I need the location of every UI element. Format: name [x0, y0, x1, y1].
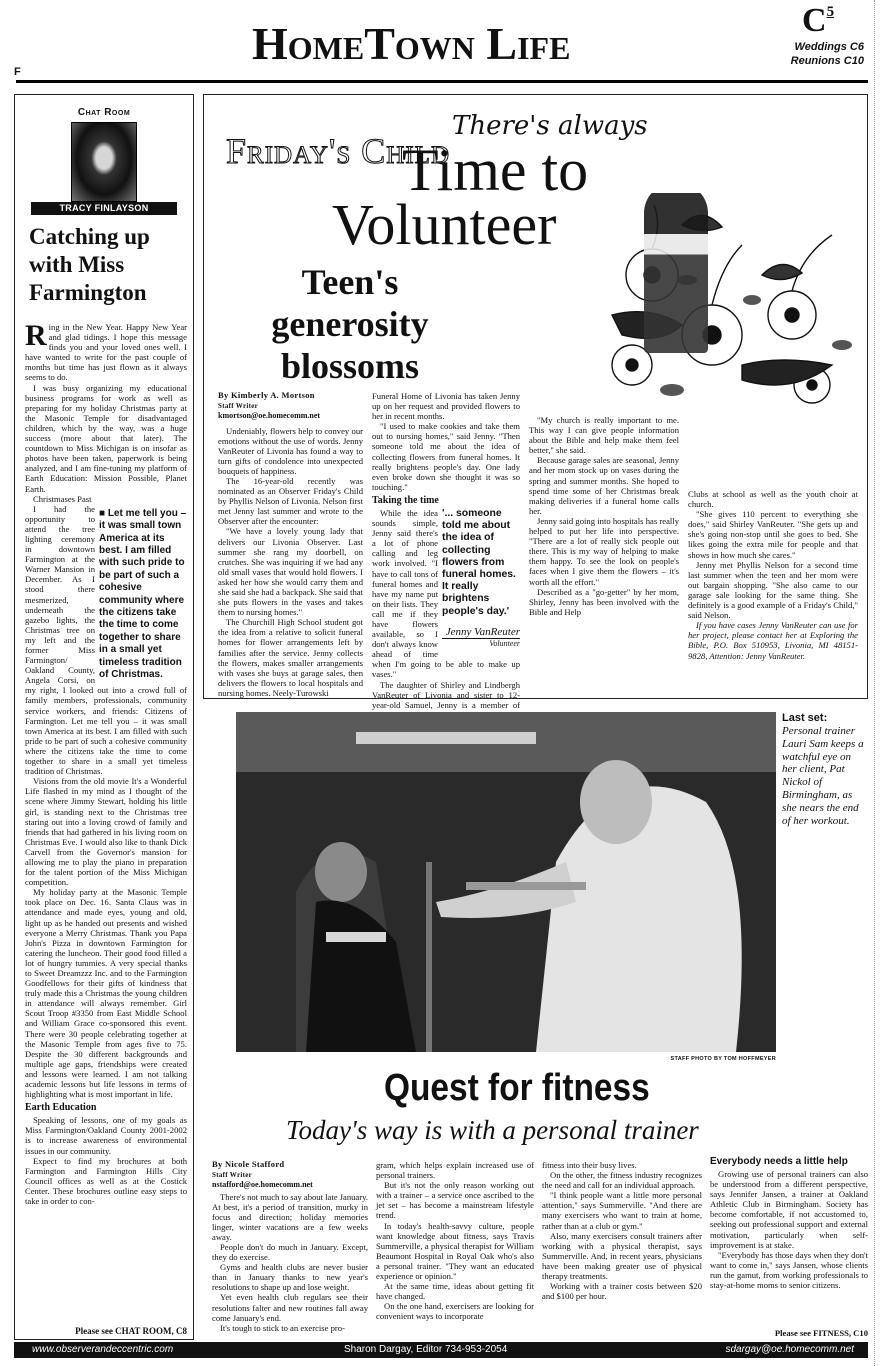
teen-portrait-photo [644, 183, 708, 353]
chat-para-6: Speaking of lessons, one of my goals as Miss Farmington/Oakland County 2001-2002 is to increase awareness of environmental issues in our community. [25, 1115, 187, 1156]
fitness-byline [212, 1160, 368, 1190]
fridays-child-label: Friday's Child [226, 131, 450, 171]
fitness-cutline [782, 712, 868, 827]
vol-c2-subhead: Taking the time [372, 494, 439, 506]
fit-c4-para-2: "Everybody has those days when they don't want to come in," says Jansen, whose clients run the gamut, from working professionals to stay-at-home moms to senior citizens. [710, 1249, 868, 1291]
page-number: 5 [826, 4, 835, 20]
footer-editor: Sharon Dargay, Editor 734-953-2054 [344, 1344, 508, 1355]
footer-website: www.observerandeccentric.com [32, 1344, 174, 1355]
fit-c1-para-1: There's not much to say about late January. At best, it's a period of transition, murky in focus and direction; holiday memories linger, winter vacations are a few weeks away. [212, 1191, 368, 1242]
fitness-deck: Today's way is with a personal trainer [286, 1115, 699, 1145]
flower-illustration [592, 165, 862, 415]
fit-c2-para-4: At the same time, ideas about getting fit have changed. [376, 1281, 534, 1302]
fit-c2-para-1: gram, which helps explain increased use of personal trainers. [376, 1160, 534, 1181]
edition-letter: F [14, 66, 21, 78]
fit-c4-para-1: Growing use of personal trainers can also be understood from a different perspective, says Jennifer Jansen, a trainer at Oakland Athletic Club in Birmingham. Society has become comfortable, if not accustomed to, seeking out professional support and external motivation, particularly when self-improvement is at stake. [710, 1169, 868, 1250]
chat-room-label: Chat Room [77, 107, 131, 118]
columnist-name: TRACY FINLAYSON [31, 202, 177, 215]
right-edge-dots [874, 0, 875, 1366]
fit-c3-para-1: fitness into their busy lives. [542, 1160, 637, 1170]
photo-credit: STAFF PHOTO BY TOM HOFFMEYER [670, 1056, 776, 1062]
footer-email: sdargay@oe.homecomm.net [725, 1344, 854, 1355]
fit-c1-para-2: People don't do much in January. Except, they do exercise. [212, 1241, 368, 1263]
chat-room-jump: Please see CHAT ROOM, C8 [75, 1326, 187, 1336]
flower-bouquet-art [592, 165, 862, 415]
fit-c1-para-4: Yet even health club regulars see their resolutions falter and new routines fall away come January's end. [212, 1292, 368, 1323]
footer-bar [14, 1342, 868, 1358]
volunteer-title-line2: Volunteer [332, 192, 557, 257]
volunteer-col-2 [372, 391, 520, 710]
chat-room-body [25, 319, 187, 1332]
chat-pull-quote: ■ Let me tell you – it was small town America at its best. I am filled with such pride to be part of such a cohesive community where the citizens take the time to come together to share in a small yet timeless tradition of Christmas. [99, 507, 187, 680]
vol-c2-para-4: The daughter of Shirley and Lindbergh VanReuter of Livonia and sister to 12-year-old Samuel, Jenny is a member of [372, 679, 520, 710]
volunteer-feature [203, 94, 868, 710]
chat-room-column [14, 94, 194, 1340]
cutline-head: Last set: [782, 712, 828, 724]
trainer-client-photo-art [236, 712, 776, 1052]
index-reunions: Reunions C10 [790, 55, 864, 67]
fitness-col-1 [212, 1160, 368, 1340]
fitness-byline-name: By Nicole Stafford [212, 1159, 285, 1169]
fit-c1-para-3: Gyms and health clubs are never busier than in January thanks to new year's resolutions to shape up and lose weight. [212, 1262, 368, 1293]
vol-pull-quote-name: Jenny VanReuter [445, 625, 520, 638]
fitness-col-3 [542, 1160, 702, 1340]
section-letter: C [802, 2, 827, 39]
volunteer-byline-title: Staff Writer [218, 401, 259, 410]
section-page-label [802, 4, 834, 38]
chat-para-2: I was busy organizing my educational business programs for work as well as preparing for my holiday Christmas party at the Masonic Temple for disadvantaged children, which by the way, was a huge success (more about that later). The countdown to Miss Michigan is on insofar as photos have been taken, paperwork is being analyzed, and I am fine-tuning my platform of Earth Education: Mission Possible, Planet Earth. [25, 382, 187, 494]
cutline-text: Personal trainer Lauri Sam keeps a watchful eye on her client, Pat Nickol of Birmingham, as she nears the end of her workout. [782, 725, 864, 827]
fit-c2-para-3: In today's health-savvy culture, people want knowledge about fitness, says Travis Summerville, a physical therapist for William Beaumont Hospital in Royal Oak who's also a personal trainer. "They want an educated experience or opinion." [376, 1220, 534, 1282]
vol-pull-quote-text: '... someone told me about the idea of collecting flowers from funeral homes. It really brightens people's day.' [442, 507, 516, 617]
masthead-title: HomeTown Life [252, 18, 571, 69]
index-weddings: Weddings C6 [794, 41, 864, 53]
vol-pull-quote-role: Volunteer [442, 638, 520, 649]
volunteer-headline: Teen's generosity blossoms [271, 262, 429, 386]
fit-c3-para-3: "I think people want a little more personal attention," says Summerville. "And there are many exercisers who want to train at home, rather than at a club or gym." [542, 1190, 702, 1231]
vol-c3-para-4: Described as a "go-getter" by her mom, Shirley, Jenny has been involved with the Bible and Help [529, 586, 679, 617]
chat-para-3: I had the opportunity to attend the tree lighting ceremony in downtown Farmington at the Warner Mansion in December. As I stood there mesmerized, underneath the gazebo lights, the Christmas tree on my left and the former Miss Farmington/ Oakland County, Angela Corsi, on my right, I looked out into a crowd full of family members, professionals, community service workers, and friends: Citizens of Farmington. Let me tell you – it was small town America at its best. I am filled with such pride to be part of such a cohesive community where the citizens take the time to come together to share in a small yet timeless tradition of Christmas. [25, 503, 187, 777]
volunteer-title-line1: Time to [402, 137, 589, 203]
fitness-col-2 [376, 1160, 534, 1340]
volunteer-byline [218, 391, 363, 421]
volunteer-kicker: There's always [452, 111, 648, 141]
volunteer-byline-email: kmortson@oe.homecomm.net [218, 411, 321, 420]
inside-index [774, 40, 864, 68]
vol-c3-para-1: "My church is really important to me. This way I can give people information about the Bible and help make them feel better," she said. [529, 415, 679, 456]
fitness-jump: Please see FITNESS, C10 [774, 1328, 868, 1338]
masthead-rule [16, 80, 868, 83]
chat-para-4: Visions from the old movie It's a Wonderful Life flashed in my mind as I thought of the scene where Jimmy Stewart, holding his little girl, is standing next to the Christmas tree staring out into a loving crowd of family and friends that had gathered in his living room on Christmas Eve. I would also like to thank Dick Carvell from the Governor's mansion for allowing me to play the piano in preparation for the talent portion of the Miss Michigan competition. [25, 776, 187, 888]
fit-c3-para-4: Also, many exercisers consult trainers after working with a physical therapist, says Summerville. And, in recent years, physicians have been making greater use of physical therapy treatments. [542, 1230, 702, 1282]
vol-c1-para-2: The 16-year-old recently was nominated as an Observer Friday's Child by Phyllis Nelson of Livonia. Nelson first met Jenny last summer and wrote to the Observer after the encounter: [218, 475, 363, 527]
vol-c2-para-3: While the idea sounds simple, Jenny said there's a lot of phone calling and leg work involved. "I have to call tons of funeral homes and have my name put on their lists. They call me if they have flowers available, so I don't always know ahead of time when I'm going to be able to make up vases." [372, 507, 520, 680]
fit-c1-para-5: It's tough to stick to an exercise pro- [220, 1322, 345, 1333]
chat-para-1: ing in the New Year. Happy New Year and glad tidings. I hope this message finds you and your loved ones well. I have wanted to write for the past couple of months but time has just flown as it always seems to do. [25, 322, 187, 383]
fitness-photo [236, 712, 776, 1052]
volunteer-col-3 [529, 415, 679, 696]
vol-c3-para-3: Jenny said going into hospitals has really helped to put her life into perspective. "There are a lot of really sick people out there. This is my way of helping to make them happy. To see the look on people's faces when I give them the flowers – it's worth all the effort." [529, 515, 679, 587]
vol-c1-para-3: "We have a lovely young lady that delivers our Livonia Observer. Last summer she rang my doorbell, on crutches. She was inquiring if we had any old small vases that would hold flowers. I asked her how she would carry them and she said she had a backpack. She said that she puts flowers in the vases and takes them to nursing homes." [218, 526, 363, 618]
fitness-byline-email: nstafford@oe.homecomm.net [212, 1180, 313, 1189]
fit-c3-para-5: Working with a trainer costs between $20 and $100 per hour. [542, 1281, 702, 1302]
columnist-photo [71, 122, 137, 202]
volunteer-byline-name: By Kimberly A. Mortson [218, 390, 315, 400]
fit-c2-para-5: On the one hand, exercisers are looking for convenient ways to incorporate [376, 1301, 534, 1322]
volunteer-col-4 [688, 489, 858, 696]
vol-c1-para-4: The Churchill High School student got the idea from a relative to solicit funeral homes for flower arrangements left by families after the service. Jenny collects the flowers, makes smaller arrangements with vases she buys at garage sales, then delivers the flowers to local hospitals and nursing homes. Neely-Turowski [218, 617, 363, 698]
chat-sub-christmas: Christmases Past [33, 493, 92, 504]
vol-c2-para-1: Funeral Home of Livonia has taken Jenny up on her request and provided flowers to her in recent months. [372, 391, 520, 422]
vol-c4-para-1: Clubs at school as well as the youth choir at church. [688, 489, 858, 510]
volunteer-col-1 [218, 391, 363, 696]
fit-c3-para-2: On the other, the fitness industry recognizes the need and call for an individual approach. [542, 1170, 702, 1191]
fitness-headline: Quest for fitness [384, 1067, 650, 1109]
volunteer-pull-quote [442, 508, 520, 649]
vol-c4-para-3: Jenny met Phyllis Nelson for a second time last summer when the teen and her mom were out bargain shopping. "She also came to our garage sale looking for the same thing. She definitely is a good example of a Friday's Child," said Nelson. [688, 559, 858, 621]
chat-para-5: My holiday party at the Masonic Temple took place on Dec. 16. Santa Claus was in attendance and made eyes, young and old, light up as he handed out presents and wished everyone a Merry Christmas. Thank you Papa John's Pizza in downtown Farmington for catering the luncheon. Their good food filled a lot of hungry tummies. A very special thanks to Sweet Dreamzzz Inc. and to the Farmington Goodfellows for their gifts of kindness that truly made this a Christmas the young children in attendance will always remember. Girl Scout Troop #3350 from East Middle School and William Grace co-sponsored this event. There were 30 people celebrating together at the Masonic Temple from ages five to 75. Despite the 30 different backgrounds and multiple age gaps, friendships were created and lessons were learned. I am not talking academic lessons but life lessons in terms of highlighting what is most important in life. [25, 887, 187, 1100]
masthead [0, 0, 884, 80]
fitness-col-4 [710, 1156, 868, 1334]
drop-cap: R [25, 319, 47, 352]
vol-c2-para-2: "I used to make cookies and take them out to nursing homes," said Jenny. "Then someone told me about the idea of collecting flowers from funeral homes. It really brightens people's day. One lady even broke down she thought it was so touching." [372, 421, 520, 492]
vol-c4-para-2: "She gives 110 percent to everything she does," said Shirley VanReuter. "She gets up and she's going non-stop until she goes to bed. She likes going the extra mile for people and that shows in how much she cares." [688, 509, 858, 560]
fitness-byline-title: Staff Writer [212, 1170, 253, 1179]
fit-c4-subhead: Everybody needs a little help [710, 1156, 848, 1167]
vol-c3-para-2: Because garage sales are seasonal, Jenny and her mom stock up on vases during the spring and summer months. She hoped to spend time some of her Christmas break making deliveries if a funeral home calls her. [529, 455, 679, 516]
fit-c2-para-2: But it's not the only reason working out with a trainer – a service once ascribed to the jet set – has become a mainstream lifestyle trend. [376, 1180, 534, 1221]
chat-sub-earth: Earth Education [25, 1102, 97, 1114]
vol-c4-para-4: If you have cases Jenny VanReuter can use for her project, please contact her at Exploring the Bible, P.O. Box 510953, Livonia, MI 48151-9828, Attention: Jenny VanReuter. [688, 620, 858, 661]
chat-room-headline: Catching up with Miss Farmington [29, 224, 150, 305]
vol-c1-para-1: Undeniably, flowers help to convey our emotions without the use of words. Jenny VanReuter of Livonia has found a way to turn gifts of condolence into unexpected bouquets of happiness. [218, 425, 363, 476]
chat-para-7: Expect to find my brochures at both Farmington and Farmington Hills City Council offices as well as at the Costick Center. These brochures outline easy steps to take in order to con- [25, 1155, 187, 1206]
